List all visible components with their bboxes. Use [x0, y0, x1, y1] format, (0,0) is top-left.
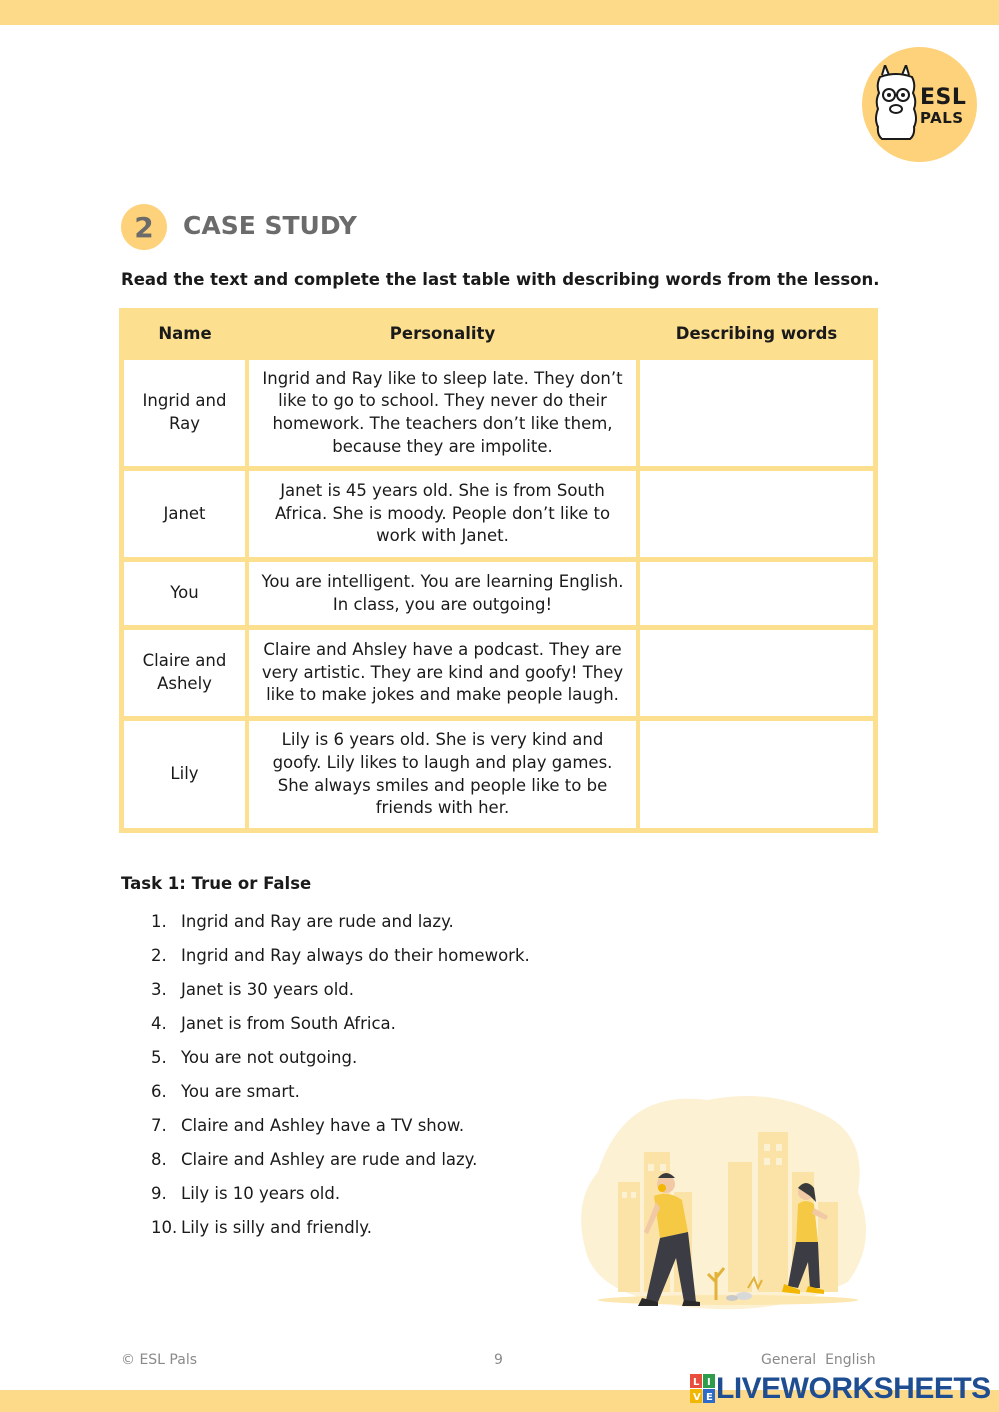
row-3-name: You — [124, 562, 245, 625]
list-item-number: 9. — [151, 1184, 167, 1203]
header-describing-words: Describing words — [675, 323, 838, 343]
list-item — [151, 1218, 372, 1237]
section-number-badge: 2 — [121, 204, 167, 250]
badge-letter-l: L — [693, 1377, 700, 1388]
list-item — [151, 1082, 300, 1101]
liveworksheets-badge-icon — [690, 1374, 716, 1404]
top-accent-bar — [0, 0, 999, 25]
list-item-text: Claire and Ashley are rude and lazy. — [181, 1150, 478, 1169]
logo-text-esl: ESL — [920, 85, 967, 110]
badge-letter-v: V — [693, 1392, 701, 1403]
list-item-number: 4. — [151, 1014, 167, 1033]
list-item-text: Ingrid and Ray are rude and lazy. — [181, 912, 454, 931]
liveworksheets-wordmark: LIVEWORKSHEETS — [716, 1372, 991, 1405]
row-3-describing-input[interactable] — [640, 562, 873, 625]
list-item-number: 3. — [151, 980, 167, 999]
list-item — [151, 1184, 340, 1203]
list-item-text: Ingrid and Ray always do their homework. — [181, 946, 530, 965]
row-1-describing-input[interactable] — [640, 360, 873, 466]
row-4-describing-input[interactable] — [640, 630, 873, 716]
list-item — [151, 980, 354, 999]
list-item — [151, 1048, 357, 1067]
row-5-name: Lily — [124, 721, 245, 828]
instruction-text: Read the text and complete the last table with describing words from the lesson. — [121, 270, 880, 289]
list-item-text: Lily is silly and friendly. — [181, 1218, 372, 1237]
row-2-name: Janet — [124, 471, 245, 557]
badge-letter-i: I — [707, 1377, 711, 1388]
task-1-title: Task 1: True or False — [121, 874, 312, 893]
liveworksheets-logo[interactable] — [690, 1372, 991, 1406]
row-5-personality: Lily is 6 years old. She is very kind and goofy. Lily likes to laugh and play games. She always smiles and people like to be friends with her. — [249, 721, 636, 828]
list-item-text: You are not outgoing. — [181, 1048, 358, 1067]
list-item-number: 2. — [151, 946, 167, 965]
section-title: CASE STUDY — [183, 211, 357, 240]
list-item-number: 7. — [151, 1116, 167, 1135]
list-item-number: 8. — [151, 1150, 167, 1169]
list-item-text: Janet is from South Africa. — [181, 1014, 396, 1033]
row-2-describing-input[interactable] — [640, 471, 873, 557]
list-item — [151, 946, 530, 965]
row-5-describing-input[interactable] — [640, 721, 873, 828]
list-item — [151, 912, 454, 931]
list-item-number: 6. — [151, 1082, 167, 1101]
row-1-personality: Ingrid and Ray like to sleep late. They don’t like to go to school. They never do their homework. The teachers don’t like them, because they are impolite. — [249, 360, 636, 466]
header-name: Name — [158, 323, 212, 343]
list-item — [151, 1014, 396, 1033]
footer-course: General English — [761, 1352, 876, 1368]
people-walking-illustration — [578, 1092, 878, 1317]
logo-text-pals: PALS — [920, 109, 964, 127]
llama-icon — [872, 65, 920, 145]
footer-copyright: © ESL Pals — [121, 1352, 198, 1368]
list-item-text: You are smart. — [181, 1082, 300, 1101]
row-2-personality: Janet is 45 years old. She is from South Africa. She is moody. People don’t like to work with Janet. — [249, 471, 636, 557]
list-item — [151, 1150, 477, 1169]
header-personality: Personality — [389, 323, 496, 343]
row-4-personality: Claire and Ahsley have a podcast. They are very artistic. They are kind and goofy! They like to make jokes and make people laugh. — [249, 630, 636, 716]
list-item-text: Janet is 30 years old. — [181, 980, 355, 999]
list-item-number: 1. — [151, 912, 167, 931]
list-item-text: Claire and Ashley have a TV show. — [181, 1116, 465, 1135]
badge-letter-e: E — [706, 1392, 713, 1403]
row-3-personality: You are intelligent. You are learning English. In class, you are outgoing! — [249, 562, 636, 625]
case-study-table — [119, 308, 878, 833]
esl-pals-logo — [862, 47, 977, 162]
list-item-number: 10. — [151, 1218, 178, 1237]
row-1-name: Ingrid and Ray — [124, 360, 245, 466]
row-4-name: Claire and Ashely — [124, 630, 245, 716]
list-item-number: 5. — [151, 1048, 167, 1067]
list-item-text: Lily is 10 years old. — [181, 1184, 341, 1203]
footer-page-number: 9 — [494, 1352, 503, 1368]
list-item — [151, 1116, 464, 1135]
